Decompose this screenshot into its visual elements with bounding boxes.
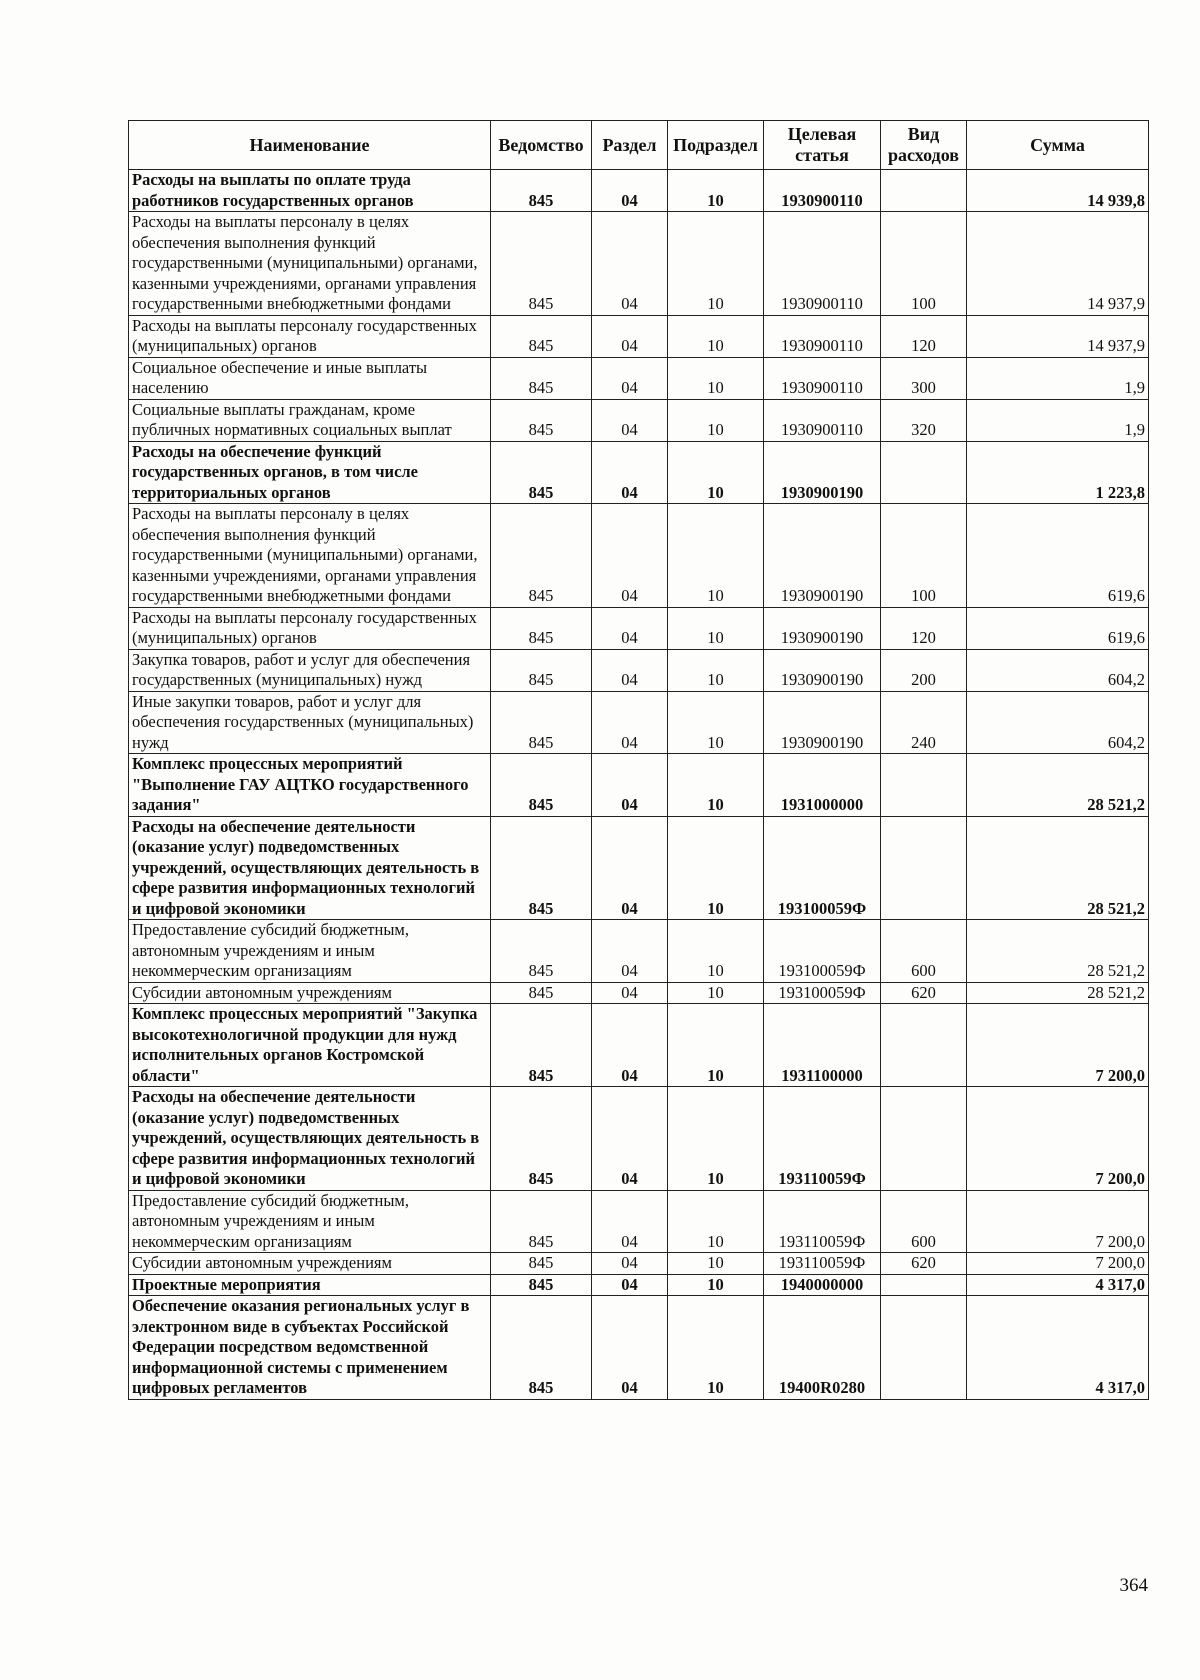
- table-row: [129, 691, 1149, 754]
- table-row: [129, 1087, 1149, 1191]
- row-amount-cell: 14 939,8: [967, 170, 1149, 212]
- row-subsection-cell: 10: [668, 754, 764, 817]
- row-section-cell: 04: [592, 504, 668, 608]
- row-target-cell: 193100059Ф: [764, 816, 881, 920]
- row-expense-type-cell: 120: [881, 607, 967, 649]
- table-row: [129, 212, 1149, 316]
- row-name-cell: Субсидии автономным учреждениям: [129, 1253, 491, 1275]
- row-amount-cell: 1,9: [967, 357, 1149, 399]
- row-subsection-cell: 10: [668, 212, 764, 316]
- row-subsection-cell: 10: [668, 170, 764, 212]
- row-name-cell: Расходы на выплаты персоналу государственных (муниципальных) органов: [129, 315, 491, 357]
- row-department-cell: 845: [491, 212, 592, 316]
- row-amount-cell: 4 317,0: [967, 1296, 1149, 1400]
- row-name-cell: Социальные выплаты гражданам, кроме публичных нормативных социальных выплат: [129, 399, 491, 441]
- row-target-cell: 193110059Ф: [764, 1253, 881, 1275]
- row-target-cell: 1930900110: [764, 315, 881, 357]
- row-expense-type-cell: 300: [881, 357, 967, 399]
- header-target: Целевая статья: [764, 121, 881, 170]
- table-header-row: [129, 121, 1149, 170]
- row-subsection-cell: 10: [668, 607, 764, 649]
- row-name-cell: Предоставление субсидий бюджетным, автономным учреждениям и иным некоммерческим организациям: [129, 1190, 491, 1253]
- row-amount-cell: 28 521,2: [967, 816, 1149, 920]
- row-name-cell: Расходы на выплаты персоналу в целях обеспечения выполнения функций государственными (муниципальными) органами, казенными учреждениями, органами управления государственными внебюджетными фондами: [129, 504, 491, 608]
- row-target-cell: 1930900190: [764, 441, 881, 504]
- row-expense-type-cell: [881, 1004, 967, 1087]
- row-target-cell: 1930900110: [764, 357, 881, 399]
- row-expense-type-cell: 120: [881, 315, 967, 357]
- header-expense-type: Вид расходов: [881, 121, 967, 170]
- row-department-cell: 845: [491, 170, 592, 212]
- table-row: [129, 315, 1149, 357]
- row-department-cell: 845: [491, 315, 592, 357]
- row-subsection-cell: 10: [668, 816, 764, 920]
- row-subsection-cell: 10: [668, 1087, 764, 1191]
- row-target-cell: 1930900110: [764, 170, 881, 212]
- row-expense-type-cell: [881, 1274, 967, 1296]
- row-name-cell: Субсидии автономным учреждениям: [129, 982, 491, 1004]
- row-department-cell: 845: [491, 441, 592, 504]
- table-row: [129, 920, 1149, 983]
- row-expense-type-cell: [881, 816, 967, 920]
- row-section-cell: 04: [592, 1274, 668, 1296]
- row-section-cell: 04: [592, 816, 668, 920]
- table-row: [129, 982, 1149, 1004]
- row-name-cell: Предоставление субсидий бюджетным, автономным учреждениям и иным некоммерческим организациям: [129, 920, 491, 983]
- row-section-cell: 04: [592, 754, 668, 817]
- row-section-cell: 04: [592, 315, 668, 357]
- row-subsection-cell: 10: [668, 982, 764, 1004]
- row-target-cell: 1930900190: [764, 649, 881, 691]
- row-expense-type-cell: 100: [881, 212, 967, 316]
- table-row: [129, 357, 1149, 399]
- row-department-cell: 845: [491, 1274, 592, 1296]
- row-department-cell: 845: [491, 691, 592, 754]
- row-department-cell: 845: [491, 816, 592, 920]
- row-section-cell: 04: [592, 399, 668, 441]
- row-subsection-cell: 10: [668, 504, 764, 608]
- row-expense-type-cell: [881, 441, 967, 504]
- row-amount-cell: 28 521,2: [967, 920, 1149, 983]
- row-subsection-cell: 10: [668, 691, 764, 754]
- row-amount-cell: 7 200,0: [967, 1190, 1149, 1253]
- row-amount-cell: 1,9: [967, 399, 1149, 441]
- row-department-cell: 845: [491, 1296, 592, 1400]
- row-amount-cell: 7 200,0: [967, 1087, 1149, 1191]
- row-expense-type-cell: 200: [881, 649, 967, 691]
- row-target-cell: 1930900190: [764, 691, 881, 754]
- row-subsection-cell: 10: [668, 1190, 764, 1253]
- row-amount-cell: 28 521,2: [967, 982, 1149, 1004]
- row-target-cell: 19400R0280: [764, 1296, 881, 1400]
- header-subsection: Подраздел: [668, 121, 764, 170]
- row-target-cell: 1931100000: [764, 1004, 881, 1087]
- row-department-cell: 845: [491, 920, 592, 983]
- row-expense-type-cell: 100: [881, 504, 967, 608]
- row-expense-type-cell: 620: [881, 1253, 967, 1275]
- row-section-cell: 04: [592, 170, 668, 212]
- row-amount-cell: 4 317,0: [967, 1274, 1149, 1296]
- row-name-cell: Расходы на выплаты по оплате труда работников государственных органов: [129, 170, 491, 212]
- row-name-cell: Социальное обеспечение и иные выплаты населению: [129, 357, 491, 399]
- row-name-cell: Расходы на выплаты персоналу в целях обеспечения выполнения функций государственными (муниципальными) органами, казенными учреждениями, органами управления государственными внебюджетными фондами: [129, 212, 491, 316]
- row-amount-cell: 7 200,0: [967, 1004, 1149, 1087]
- row-department-cell: 845: [491, 1190, 592, 1253]
- row-section-cell: 04: [592, 1087, 668, 1191]
- row-subsection-cell: 10: [668, 399, 764, 441]
- row-department-cell: 845: [491, 649, 592, 691]
- row-section-cell: 04: [592, 212, 668, 316]
- row-department-cell: 845: [491, 754, 592, 817]
- row-name-cell: Расходы на обеспечение деятельности (оказание услуг) подведомственных учреждений, осуществляющих деятельность в сфере развития информационных технологий и цифровой экономики: [129, 1087, 491, 1191]
- row-target-cell: 1930900110: [764, 212, 881, 316]
- row-amount-cell: 604,2: [967, 691, 1149, 754]
- table-row: [129, 1296, 1149, 1400]
- row-target-cell: 1930900110: [764, 399, 881, 441]
- row-expense-type-cell: [881, 1087, 967, 1191]
- table-row: [129, 1190, 1149, 1253]
- row-target-cell: 1940000000: [764, 1274, 881, 1296]
- row-expense-type-cell: 600: [881, 1190, 967, 1253]
- table-row: [129, 816, 1149, 920]
- row-department-cell: 845: [491, 504, 592, 608]
- row-name-cell: Комплекс процессных мероприятий "Выполнение ГАУ АЦТКО государственного задания": [129, 754, 491, 817]
- table-row: [129, 754, 1149, 817]
- table-row: [129, 1274, 1149, 1296]
- row-subsection-cell: 10: [668, 441, 764, 504]
- row-section-cell: 04: [592, 357, 668, 399]
- row-department-cell: 845: [491, 1087, 592, 1191]
- row-target-cell: 193100059Ф: [764, 982, 881, 1004]
- row-amount-cell: 7 200,0: [967, 1253, 1149, 1275]
- row-department-cell: 845: [491, 357, 592, 399]
- row-section-cell: 04: [592, 441, 668, 504]
- row-name-cell: Проектные мероприятия: [129, 1274, 491, 1296]
- row-target-cell: 193110059Ф: [764, 1190, 881, 1253]
- table-row: [129, 399, 1149, 441]
- row-section-cell: 04: [592, 920, 668, 983]
- row-section-cell: 04: [592, 649, 668, 691]
- row-amount-cell: 619,6: [967, 504, 1149, 608]
- row-subsection-cell: 10: [668, 357, 764, 399]
- row-name-cell: Расходы на обеспечение деятельности (оказание услуг) подведомственных учреждений, осуществляющих деятельность в сфере развития информационных технологий и цифровой экономики: [129, 816, 491, 920]
- row-target-cell: 1930900190: [764, 607, 881, 649]
- table-row: [129, 441, 1149, 504]
- row-name-cell: Расходы на выплаты персоналу государственных (муниципальных) органов: [129, 607, 491, 649]
- row-expense-type-cell: 240: [881, 691, 967, 754]
- budget-table: [128, 120, 1149, 1400]
- table-body: [129, 170, 1149, 1400]
- row-department-cell: 845: [491, 399, 592, 441]
- header-department: Ведомство: [491, 121, 592, 170]
- table-row: [129, 504, 1149, 608]
- row-expense-type-cell: [881, 754, 967, 817]
- row-section-cell: 04: [592, 1296, 668, 1400]
- row-target-cell: 193110059Ф: [764, 1087, 881, 1191]
- table-row: [129, 649, 1149, 691]
- row-name-cell: Обеспечение оказания региональных услуг в электронном виде в субъектах Российской Федерации посредством ведомственной информационной системы с применением цифровых регламентов: [129, 1296, 491, 1400]
- row-subsection-cell: 10: [668, 1274, 764, 1296]
- row-amount-cell: 14 937,9: [967, 212, 1149, 316]
- row-subsection-cell: 10: [668, 649, 764, 691]
- row-amount-cell: 604,2: [967, 649, 1149, 691]
- row-amount-cell: 14 937,9: [967, 315, 1149, 357]
- row-amount-cell: 28 521,2: [967, 754, 1149, 817]
- row-expense-type-cell: 600: [881, 920, 967, 983]
- row-name-cell: Закупка товаров, работ и услуг для обеспечения государственных (муниципальных) нужд: [129, 649, 491, 691]
- row-name-cell: Иные закупки товаров, работ и услуг для обеспечения государственных (муниципальных) нужд: [129, 691, 491, 754]
- row-expense-type-cell: 320: [881, 399, 967, 441]
- row-department-cell: 845: [491, 1004, 592, 1087]
- row-section-cell: 04: [592, 1253, 668, 1275]
- table-row: [129, 607, 1149, 649]
- row-expense-type-cell: [881, 170, 967, 212]
- page-number: 364: [1119, 1575, 1148, 1596]
- row-name-cell: Расходы на обеспечение функций государственных органов, в том числе территориальных органов: [129, 441, 491, 504]
- table-row: [129, 170, 1149, 212]
- table-row: [129, 1253, 1149, 1275]
- row-target-cell: 1931000000: [764, 754, 881, 817]
- table-row: [129, 1004, 1149, 1087]
- row-subsection-cell: 10: [668, 1253, 764, 1275]
- row-department-cell: 845: [491, 1253, 592, 1275]
- row-subsection-cell: 10: [668, 1296, 764, 1400]
- row-name-cell: Комплекс процессных мероприятий "Закупка высокотехнологичной продукции для нужд исполнительных органов Костромской области": [129, 1004, 491, 1087]
- row-section-cell: 04: [592, 607, 668, 649]
- row-department-cell: 845: [491, 607, 592, 649]
- row-section-cell: 04: [592, 691, 668, 754]
- row-department-cell: 845: [491, 982, 592, 1004]
- row-amount-cell: 619,6: [967, 607, 1149, 649]
- header-section: Раздел: [592, 121, 668, 170]
- row-expense-type-cell: [881, 1296, 967, 1400]
- header-amount: Сумма: [967, 121, 1149, 170]
- row-section-cell: 04: [592, 982, 668, 1004]
- row-target-cell: 193100059Ф: [764, 920, 881, 983]
- row-subsection-cell: 10: [668, 1004, 764, 1087]
- row-expense-type-cell: 620: [881, 982, 967, 1004]
- row-amount-cell: 1 223,8: [967, 441, 1149, 504]
- row-subsection-cell: 10: [668, 315, 764, 357]
- row-section-cell: 04: [592, 1190, 668, 1253]
- row-subsection-cell: 10: [668, 920, 764, 983]
- document-sheet: [128, 120, 1148, 1400]
- row-section-cell: 04: [592, 1004, 668, 1087]
- header-name: Наименование: [129, 121, 491, 170]
- row-target-cell: 1930900190: [764, 504, 881, 608]
